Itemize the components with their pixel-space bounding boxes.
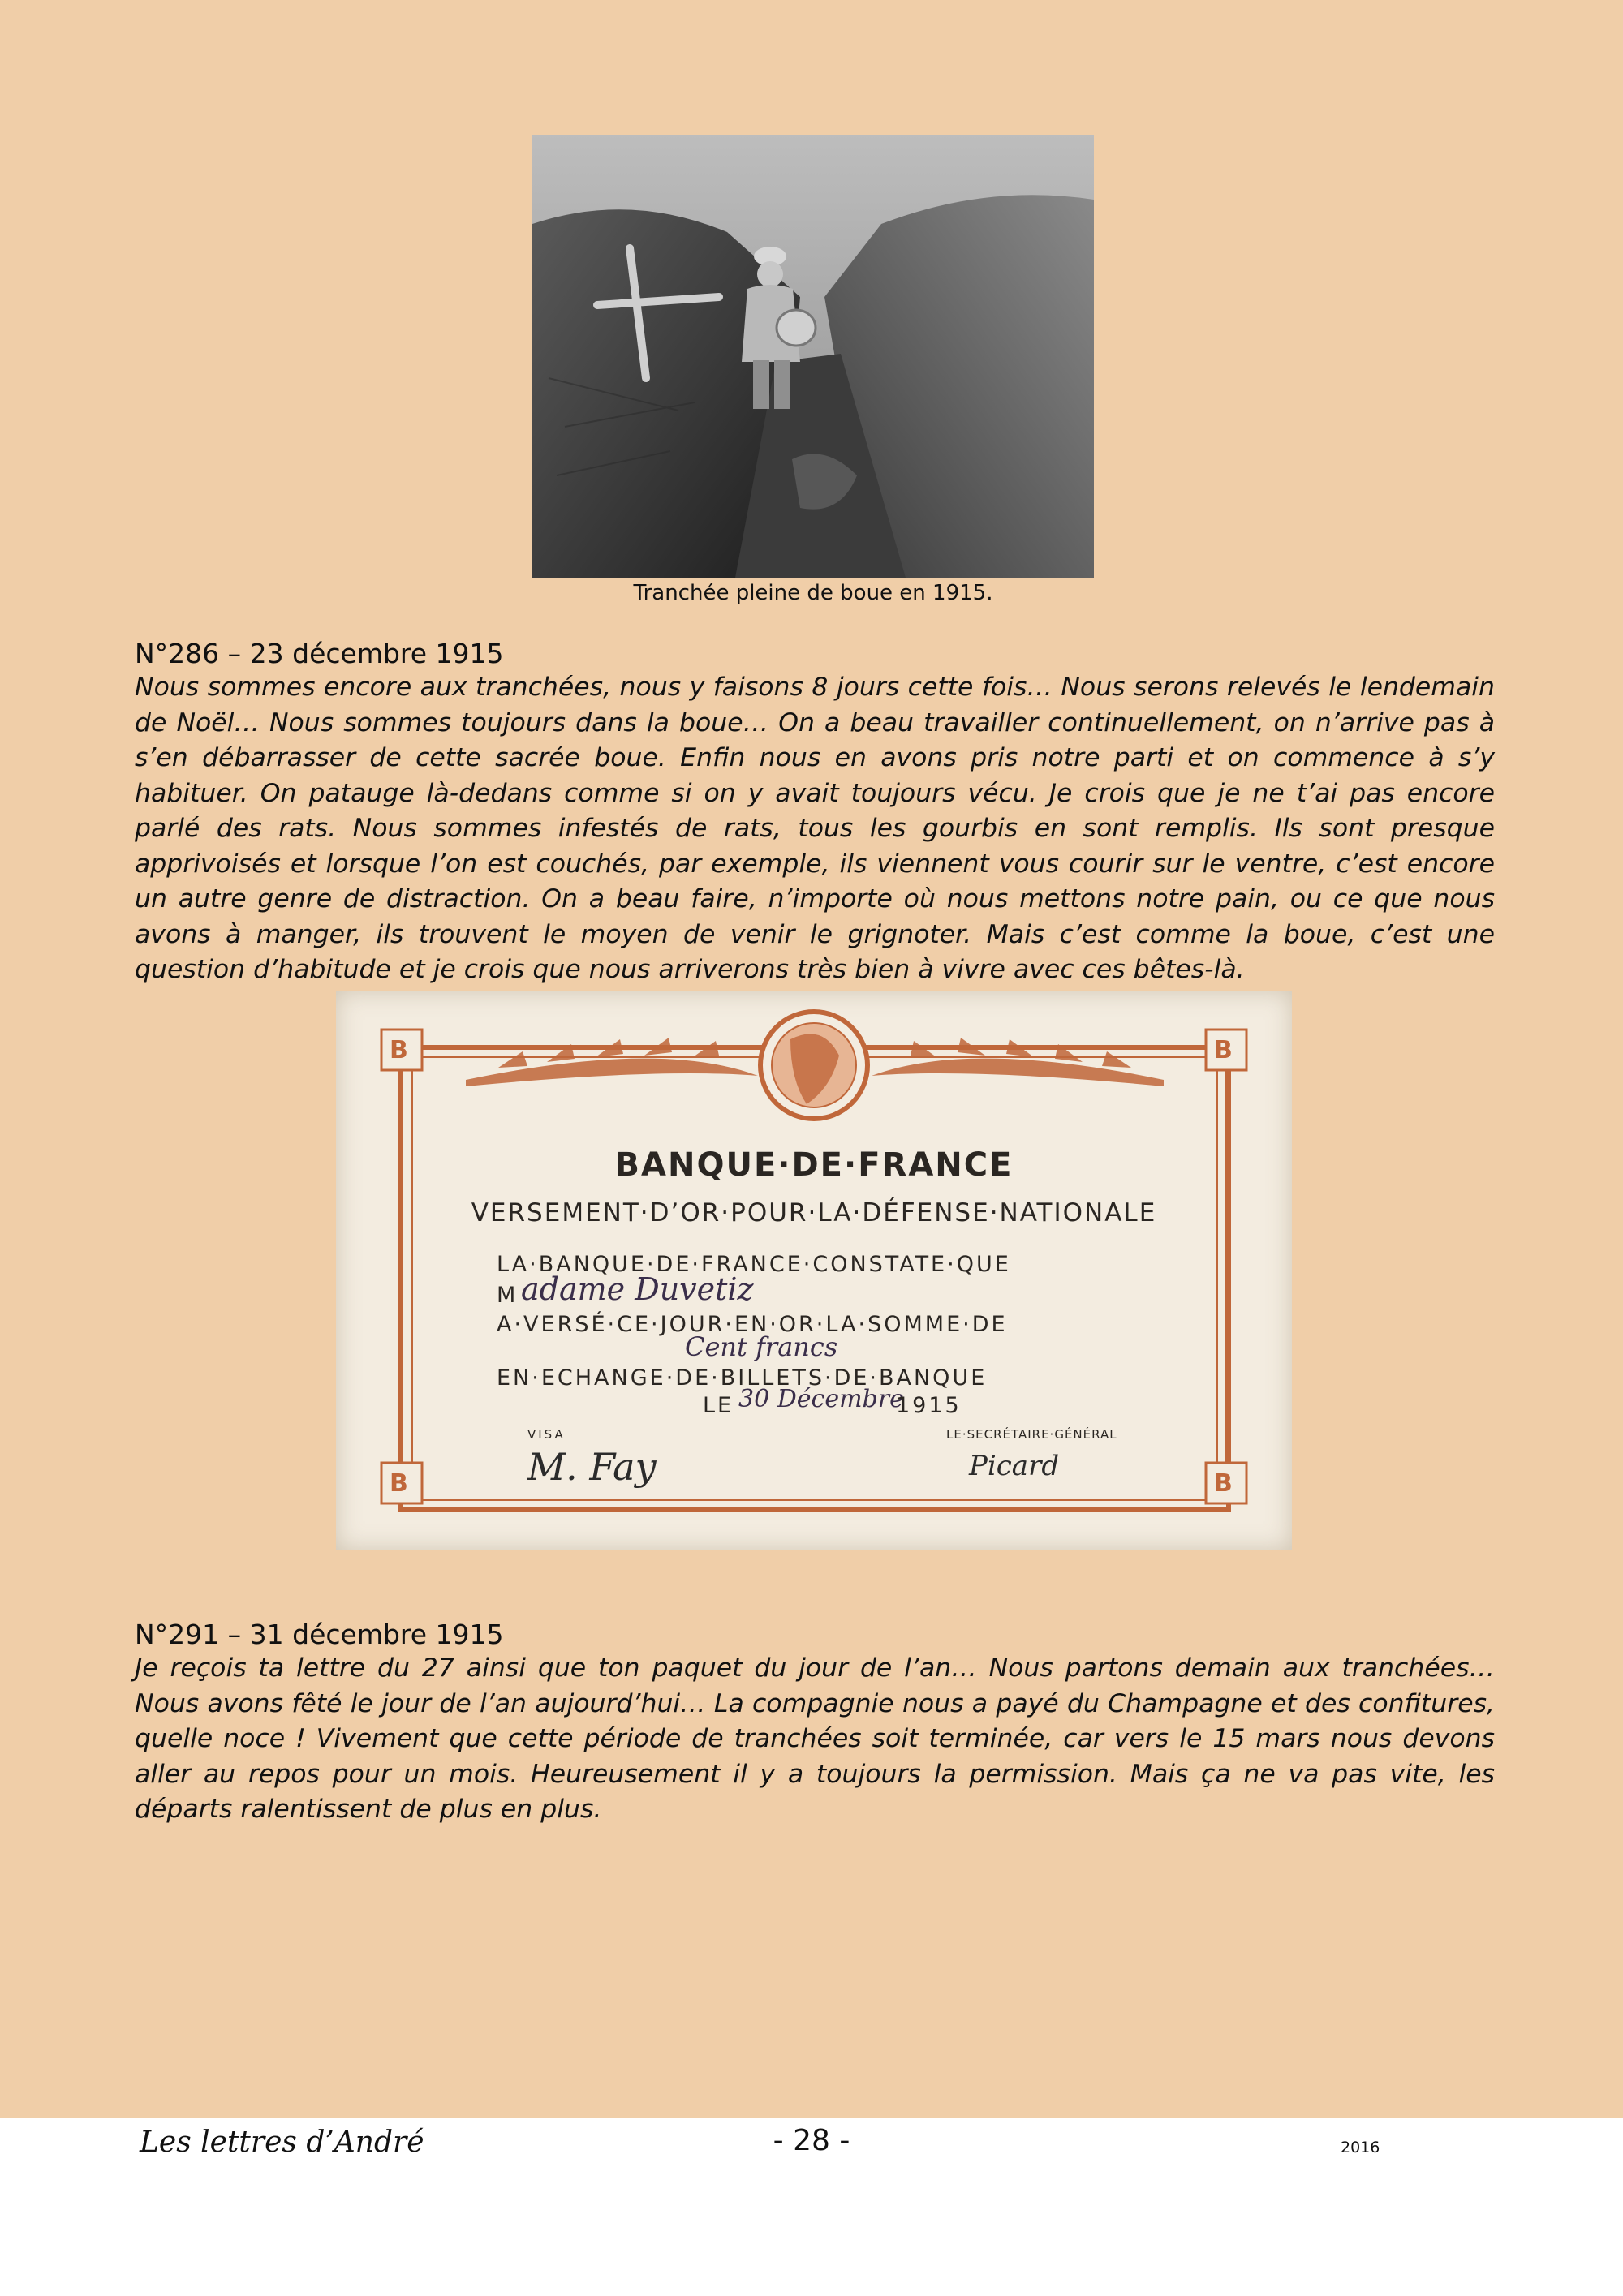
certificate-line: M xyxy=(497,1283,519,1308)
corner-mark: B xyxy=(390,1469,411,1498)
certificate-date-prefix: LE xyxy=(703,1393,734,1418)
page-number: - 28 - xyxy=(773,2124,850,2157)
corner-mark: B xyxy=(1214,1036,1235,1064)
handwritten-name: adame Duvetiz xyxy=(521,1271,754,1307)
signature-right: Picard xyxy=(969,1450,1060,1482)
certificate-line: EN·ECHANGE·DE·BILLETS·DE·BANQUE xyxy=(497,1365,988,1391)
footer-year: 2016 xyxy=(1341,2139,1380,2156)
footer-brand: Les lettres d’André xyxy=(140,2126,424,2159)
entry-title: N°286 – 23 décembre 1915 xyxy=(135,638,504,669)
entry-body: Je reçois ta lettre du 27 ainsi que ton paquet du jour de l’an… Nous partons demain aux tranchées… Nous avons fêté le jour de l’an aujourd’hui… La compagnie nous a payé du Champagne et des confitures, quelle noce ! Vivement que cette période de tranchées soit terminée, car vers le 15 mars nous devons aller au repos pour un mois. Heureusement il y a toujours la permission. Mais ça ne va pas vite, les départs ralentissent de plus en plus. xyxy=(135,1653,1495,1824)
entry-title: N°291 – 31 décembre 1915 xyxy=(135,1619,504,1650)
corner-mark: B xyxy=(390,1036,411,1064)
photo-caption: Tranchée pleine de boue en 1915. xyxy=(633,581,993,605)
gold-deposit-certificate xyxy=(336,991,1292,1550)
corner-mark: B xyxy=(1214,1469,1235,1498)
certificate-subheading: VERSEMENT·D’OR·POUR·LA·DÉFENSE·NATIONALE xyxy=(471,1198,1157,1228)
certificate-line: A·VERSÉ·CE·JOUR·EN·OR·LA·SOMME·DE xyxy=(497,1312,1008,1337)
certificate-year: 1915 xyxy=(896,1393,962,1418)
visa-label: VISA xyxy=(527,1427,566,1442)
certificate-line: LA·BANQUE·DE·FRANCE·CONSTATE·QUE xyxy=(497,1252,1011,1277)
handwritten-amount: Cent francs xyxy=(685,1331,838,1362)
handwritten-date: 30 Décembre xyxy=(738,1385,904,1413)
entry-body: Nous sommes encore aux tranchées, nous y faisons 8 jours cette fois… Nous serons relevés le lendemain de Noël… Nous sommes toujours dans la boue… On a beau travailler continuellement, on n’arrive pas à s’en débarrasser de cette sacrée boue. Enfin nous en avons pris notre parti et on commence à s’y habituer. On patauge là-dedans comme si on y avait toujours vécu. Je crois que je ne t’ai pas encore parlé des rats. Nous sommes infestés de rats, tous les gourbis en sont remplis. Ils sont presque apprivoisés et lorsque l’on est couchés, par exemple, ils viennent vous courir sur le ventre, c’est encore un autre genre de distraction. On a beau faire, n’importe où nous mettons notre pain, ou ce que nous avons à manger, ils trouvent le moyen de venir le grignoter. Mais c’est comme la boue, c’est une question d’habitude et je crois que nous arriverons très bien à vivre avec ces bêtes-là. xyxy=(135,673,1495,984)
trench-photo-image xyxy=(532,135,1094,578)
signature-left: M. Fay xyxy=(527,1445,657,1489)
secretary-label: LE·SECRÉTAIRE·GÉNÉRAL xyxy=(946,1427,1117,1442)
certificate-heading: BANQUE·DE·FRANCE xyxy=(614,1146,1014,1184)
trench-photo xyxy=(532,135,1094,578)
